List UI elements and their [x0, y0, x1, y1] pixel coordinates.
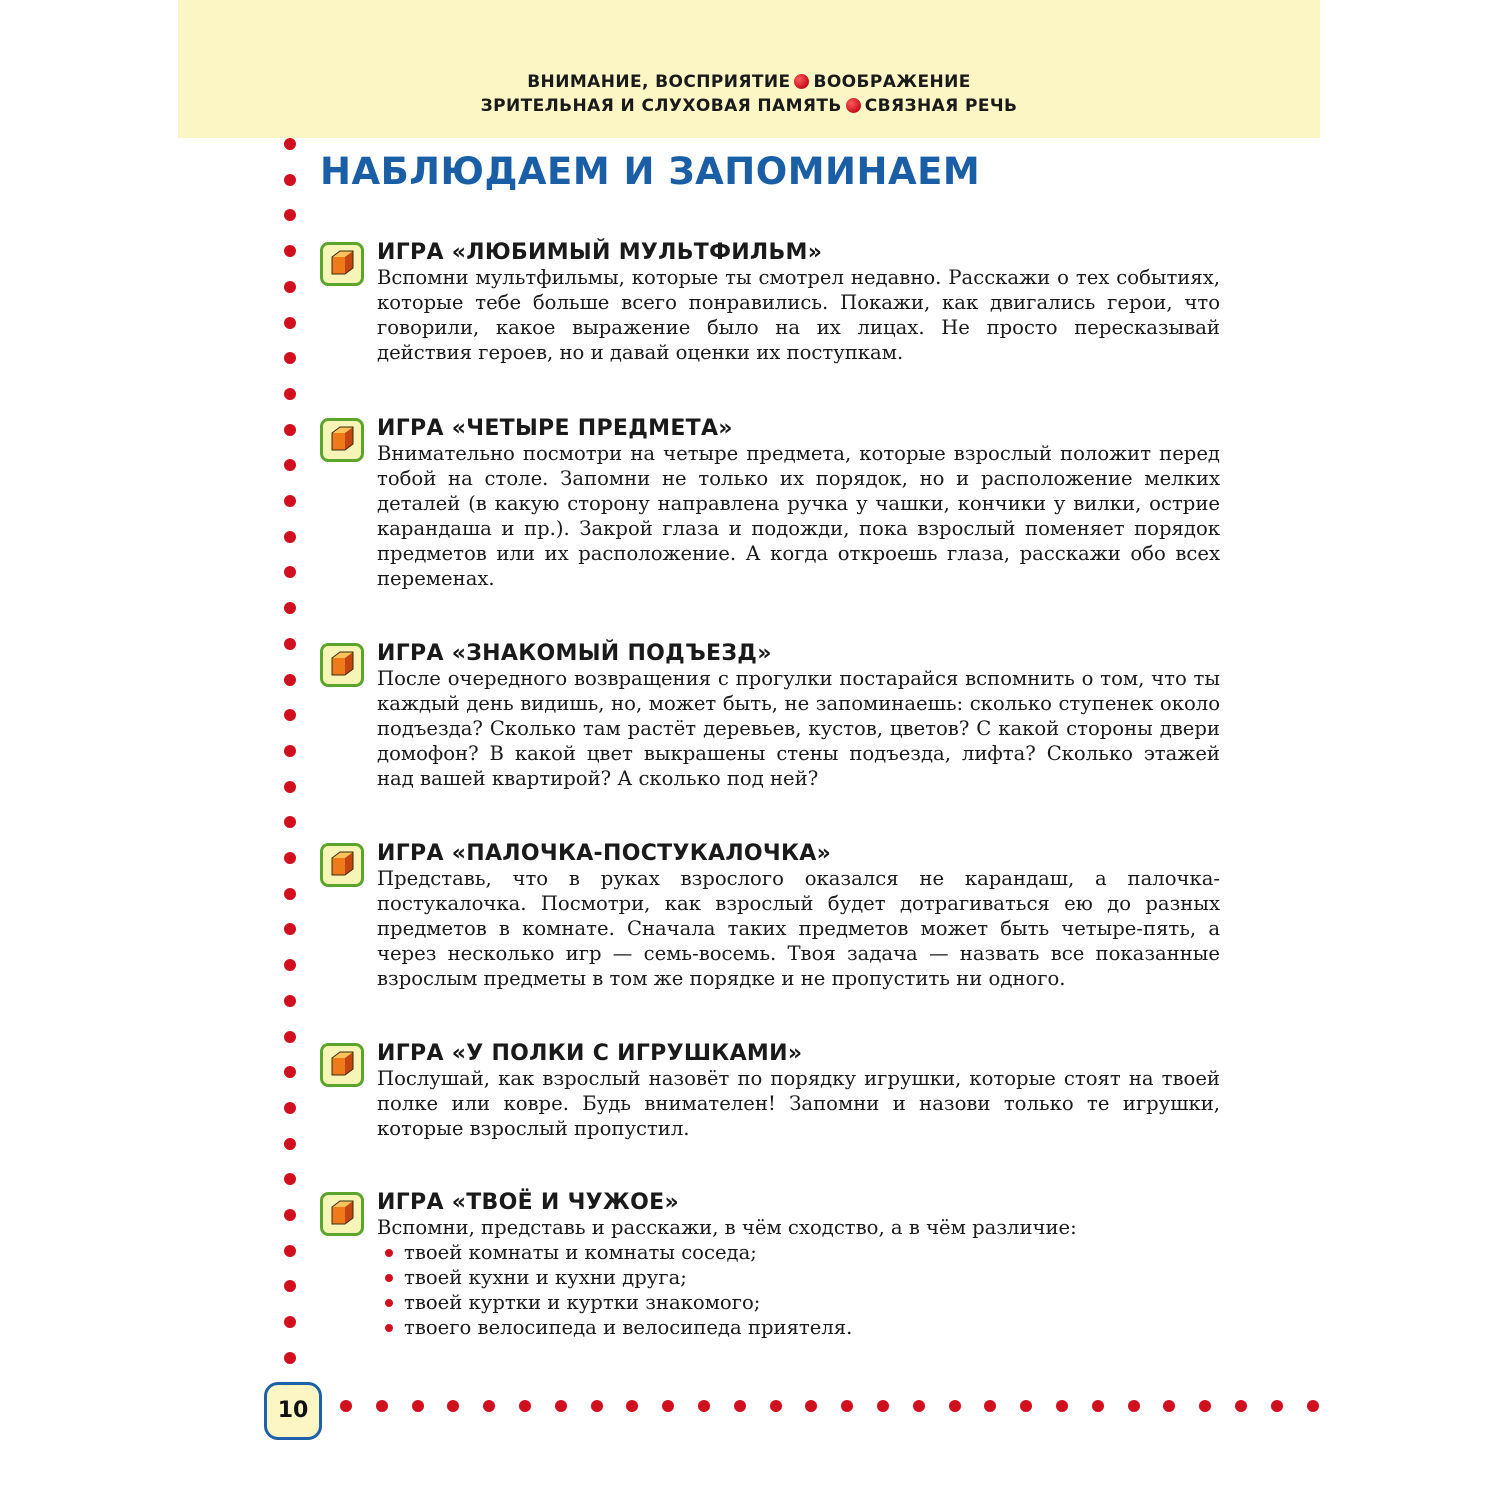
cube-icon	[320, 242, 364, 286]
game-title: ИГРА «ЗНАКОМЫЙ ПОДЪЕЗД»	[377, 641, 772, 666]
border-dot	[284, 317, 296, 329]
border-dot	[284, 709, 296, 721]
border-dot	[284, 1102, 296, 1114]
border-dot	[447, 1400, 459, 1412]
list-item: твоей комнаты и комнаты соседа;	[377, 1240, 1220, 1265]
game-title: ИГРА «ЛЮБИМЫЙ МУЛЬТФИЛЬМ»	[377, 240, 823, 265]
border-dot	[519, 1400, 531, 1412]
game-text	[377, 1215, 1220, 1340]
border-dot	[284, 674, 296, 686]
cube-icon	[320, 643, 364, 687]
list-item: твоего велосипеда и велосипеда приятеля.	[377, 1315, 1220, 1340]
border-dot	[284, 1173, 296, 1185]
border-dot	[284, 566, 296, 578]
border-dot	[284, 1031, 296, 1043]
header-topic-imagination: ВООБРАЖЕНИЕ	[813, 72, 971, 92]
border-dot	[412, 1400, 424, 1412]
border-dot	[284, 638, 296, 650]
game-text: После очередного возвращения с прогулки постарайся вспомнить о том, что ты каждый день видишь, но, может быть, не запоминаешь: сколько ступенек около подъезда? Сколько там растёт деревьев, кустов, цветов? С какой стороны двери домофон? В какой цвет выкрашены стены подъезда, лифта? Сколько этажей над вашей квартирой? А сколько под ней?	[377, 667, 1220, 790]
border-dot	[949, 1400, 961, 1412]
cube-icon	[320, 418, 364, 462]
border-dot	[841, 1400, 853, 1412]
border-dot	[555, 1400, 567, 1412]
border-dot	[1199, 1400, 1211, 1412]
border-dot	[1271, 1400, 1283, 1412]
border-dot	[1307, 1400, 1319, 1412]
border-dot	[284, 495, 296, 507]
page-number: 10	[264, 1382, 322, 1440]
border-dot	[284, 995, 296, 1007]
border-dot	[877, 1400, 889, 1412]
header-bullet-icon	[794, 74, 809, 89]
list-item: твоей куртки и куртки знакомого;	[377, 1290, 1220, 1315]
vertical-dotted-border	[284, 138, 298, 1368]
header-topic-attention: ВНИМАНИЕ, ВОСПРИЯТИЕ	[527, 72, 791, 92]
cube-icon	[320, 1043, 364, 1087]
header-topic-speech: СВЯЗНАЯ РЕЧЬ	[864, 96, 1018, 116]
border-dot	[1235, 1400, 1247, 1412]
border-dot	[284, 1209, 296, 1221]
border-dot	[284, 209, 296, 221]
game-text: Вспомни мультфильмы, которые ты смотрел недавно. Расскажи о тех событиях, которые тебе больше всего понравились. Покажи, как двигались герои, что говорили, какое выражение было на их лицах. Не просто пересказывай действия героев, но и давай оценки их поступкам.	[377, 266, 1220, 364]
game-intro: Вспомни, представь и расскажи, в чём сходство, а в чём различие:	[377, 1216, 1077, 1239]
header-topic-memory: ЗРИТЕЛЬНАЯ И СЛУХОВАЯ ПАМЯТЬ	[480, 96, 842, 116]
page-title: НАБЛЮДАЕМ И ЗАПОМИНАЕМ	[320, 150, 981, 193]
border-dot	[284, 852, 296, 864]
border-dot	[284, 352, 296, 364]
border-dot	[284, 174, 296, 186]
border-dot	[284, 1138, 296, 1150]
list-item: твоей кухни и кухни друга;	[377, 1265, 1220, 1290]
border-dot	[483, 1400, 495, 1412]
border-dot	[913, 1400, 925, 1412]
border-dot	[284, 602, 296, 614]
border-dot	[1056, 1400, 1068, 1412]
border-dot	[284, 781, 296, 793]
game-text: Послушай, как взрослый назовёт по порядку игрушки, которые стоят на твоей полке или ковре. Будь внимателен! Запомни и назови только те игрушки, которые взрослый пропустил.	[377, 1067, 1220, 1140]
border-dot	[284, 531, 296, 543]
border-dot	[284, 816, 296, 828]
border-dot	[626, 1400, 638, 1412]
game-title: ИГРА «ПАЛОЧКА-ПОСТУКАЛОЧКА»	[377, 841, 832, 866]
border-dot	[284, 1316, 296, 1328]
horizontal-dotted-border	[340, 1400, 1330, 1414]
border-dot	[284, 245, 296, 257]
border-dot	[698, 1400, 710, 1412]
border-dot	[284, 424, 296, 436]
border-dot	[376, 1400, 388, 1412]
border-dot	[770, 1400, 782, 1412]
cube-icon	[320, 843, 364, 887]
border-dot	[1163, 1400, 1175, 1412]
border-dot	[591, 1400, 603, 1412]
comparison-list	[377, 1240, 1220, 1340]
border-dot	[284, 281, 296, 293]
border-dot	[284, 138, 296, 150]
border-dot	[284, 1245, 296, 1257]
border-dot	[734, 1400, 746, 1412]
border-dot	[284, 459, 296, 471]
border-dot	[662, 1400, 674, 1412]
border-dot	[984, 1400, 996, 1412]
border-dot	[284, 923, 296, 935]
header-band	[178, 0, 1320, 138]
border-dot	[1092, 1400, 1104, 1412]
game-text: Внимательно посмотри на четыре предмета, которые взрослый положит перед тобой на столе. Запомни не только их порядок, но и расположение мелких деталей (в какую сторону направлена ручка у чашки, кончики у вилки, острие карандаша и пр.). Закрой глаза и подожди, пока взрослый поменяет порядок предметов или их расположение. А когда откроешь глаза, расскажи обо всех переменах.	[377, 442, 1220, 590]
game-title: ИГРА «У ПОЛКИ С ИГРУШКАМИ»	[377, 1041, 803, 1066]
border-dot	[284, 388, 296, 400]
border-dot	[1020, 1400, 1032, 1412]
border-dot	[805, 1400, 817, 1412]
border-dot	[284, 1352, 296, 1364]
game-title: ИГРА «ТВОЁ И ЧУЖОЕ»	[377, 1190, 680, 1215]
cube-icon	[320, 1192, 364, 1236]
game-text: Представь, что в руках взрослого оказался не карандаш, а палочка-постукалочка. Посмотри, как взрослый будет дотрагиваться ею до разных предметов в комнате. Сначала таких предметов может быть четыре-пять, а через несколько игр — семь-восемь. Твоя задача — назвать все показанные взрослым предметы в том же порядке и не пропустить ни одного.	[377, 867, 1220, 990]
border-dot	[284, 959, 296, 971]
border-dot	[284, 745, 296, 757]
border-dot	[284, 1280, 296, 1292]
header-bullet-icon	[846, 98, 861, 113]
border-dot	[284, 1066, 296, 1078]
game-title: ИГРА «ЧЕТЫРЕ ПРЕДМЕТА»	[377, 416, 733, 441]
header-line-1	[178, 72, 1320, 92]
header-line-2	[178, 96, 1320, 116]
border-dot	[340, 1400, 352, 1412]
border-dot	[284, 888, 296, 900]
border-dot	[1128, 1400, 1140, 1412]
